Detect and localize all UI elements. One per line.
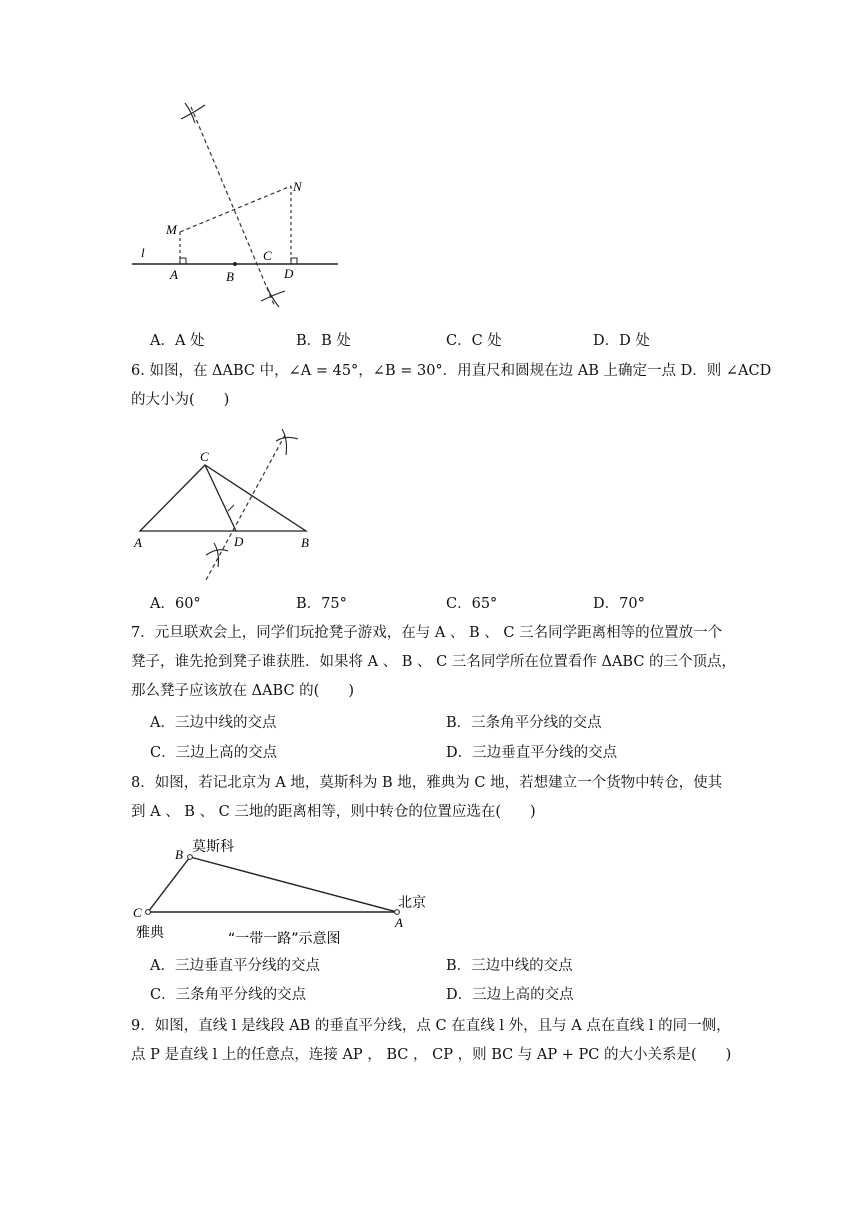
q6-option-c: C．65° bbox=[446, 596, 498, 612]
q6-stem-line1: 6. 如图，在 ΔABC 中，∠A = 45°，∠B = 30°．用直尺和圆规在边 AB 上确定一点 D．则 ∠ACD bbox=[131, 363, 772, 379]
point-b bbox=[233, 262, 237, 266]
q8-option-b: B．三边中线的交点 bbox=[446, 958, 573, 974]
q8-option-a: A．三边垂直平分线的交点 bbox=[150, 958, 320, 974]
q8-option-c: C．三条角平分线的交点 bbox=[150, 987, 307, 1003]
bisector-line bbox=[206, 435, 285, 580]
label-c: C bbox=[263, 248, 272, 263]
label-c: C bbox=[200, 449, 209, 464]
arc-mark-top bbox=[181, 103, 205, 123]
q7-stem-line2: 凳子，谁先抢到凳子谁获胜．如果将 A 、 B 、 C 三名同学所在位置看作 ΔABC 的三个顶点， bbox=[131, 654, 737, 670]
q6-option-a: A．60° bbox=[150, 596, 201, 612]
label-d: D bbox=[284, 266, 294, 281]
q6-option-b: B．75° bbox=[296, 596, 347, 612]
label-m: M bbox=[166, 222, 177, 237]
right-angle-a bbox=[180, 258, 186, 264]
point-c bbox=[146, 910, 151, 915]
q8-stem-line2: 到 A 、 B 、 C 三地的距离相等，则中转仓的位置应选在( ) bbox=[131, 804, 536, 820]
q9-stem-line2: 点 P 是直线 l 上的任意点，连接 AP ， BC ， CP ，则 BC 与 AP + PC 的大小关系是( ) bbox=[131, 1047, 732, 1063]
label-moscow: 莫斯科 bbox=[192, 839, 234, 855]
label-a: A bbox=[134, 535, 142, 550]
q5-option-a: A．A 处 bbox=[150, 333, 205, 349]
q5-option-b: B．B 处 bbox=[296, 333, 351, 349]
triangle-abc bbox=[148, 857, 397, 912]
label-l: l bbox=[141, 245, 145, 260]
q7-option-d: D．三边垂直平分线的交点 bbox=[446, 745, 618, 761]
q8-stem-line1: 8．如图，若记北京为 A 地，莫斯科为 B 地，雅典为 C 地，若想建立一个货物中转仓，使其 bbox=[131, 775, 723, 791]
point-b bbox=[188, 855, 193, 860]
figure-caption: “一带一路”示意图 bbox=[228, 931, 341, 947]
right-angle-d bbox=[291, 258, 297, 264]
label-a: A bbox=[395, 915, 403, 930]
tick-mark bbox=[228, 505, 234, 511]
q8-figure bbox=[130, 833, 440, 951]
label-b: B bbox=[226, 269, 234, 284]
triangle-abc bbox=[140, 465, 306, 531]
arc-mark-top bbox=[276, 429, 298, 455]
label-b: B bbox=[175, 847, 183, 862]
q7-stem-line3: 那么凳子应该放在 ΔABC 的( ) bbox=[131, 683, 354, 699]
q9-stem-line1: 9．如图，直线 l 是线段 AB 的垂直平分线，点 C 在直线 l 外，且与 A 点在直线 l 的同一侧， bbox=[131, 1018, 731, 1034]
label-n: N bbox=[293, 179, 302, 194]
segment-mn bbox=[180, 186, 291, 232]
q6-option-d: D．70° bbox=[593, 596, 645, 612]
q7-option-c: C．三边上高的交点 bbox=[150, 745, 278, 761]
label-a: A bbox=[170, 267, 178, 282]
label-b: B bbox=[301, 535, 309, 550]
q5-option-c: C．C 处 bbox=[446, 333, 502, 349]
q6-stem-line2: 的大小为( ) bbox=[131, 392, 230, 408]
label-d: D bbox=[234, 534, 244, 549]
q6-figure bbox=[130, 425, 330, 585]
label-beijing: 北京 bbox=[398, 895, 426, 911]
q7-stem-line1: 7．元旦联欢会上，同学们玩抢凳子游戏，在与 A 、 B 、 C 三名同学距离相等的位置放一个 bbox=[131, 625, 723, 641]
label-athens: 雅典 bbox=[136, 925, 164, 941]
q5-option-d: D．D 处 bbox=[593, 333, 650, 349]
arc-mark-bottom bbox=[261, 287, 285, 307]
q5-figure bbox=[125, 95, 345, 325]
q7-option-b: B．三条角平分线的交点 bbox=[446, 715, 602, 731]
label-c: C bbox=[133, 905, 142, 920]
q8-option-d: D．三边上高的交点 bbox=[446, 987, 574, 1003]
q7-option-a: A．三边中线的交点 bbox=[150, 715, 277, 731]
